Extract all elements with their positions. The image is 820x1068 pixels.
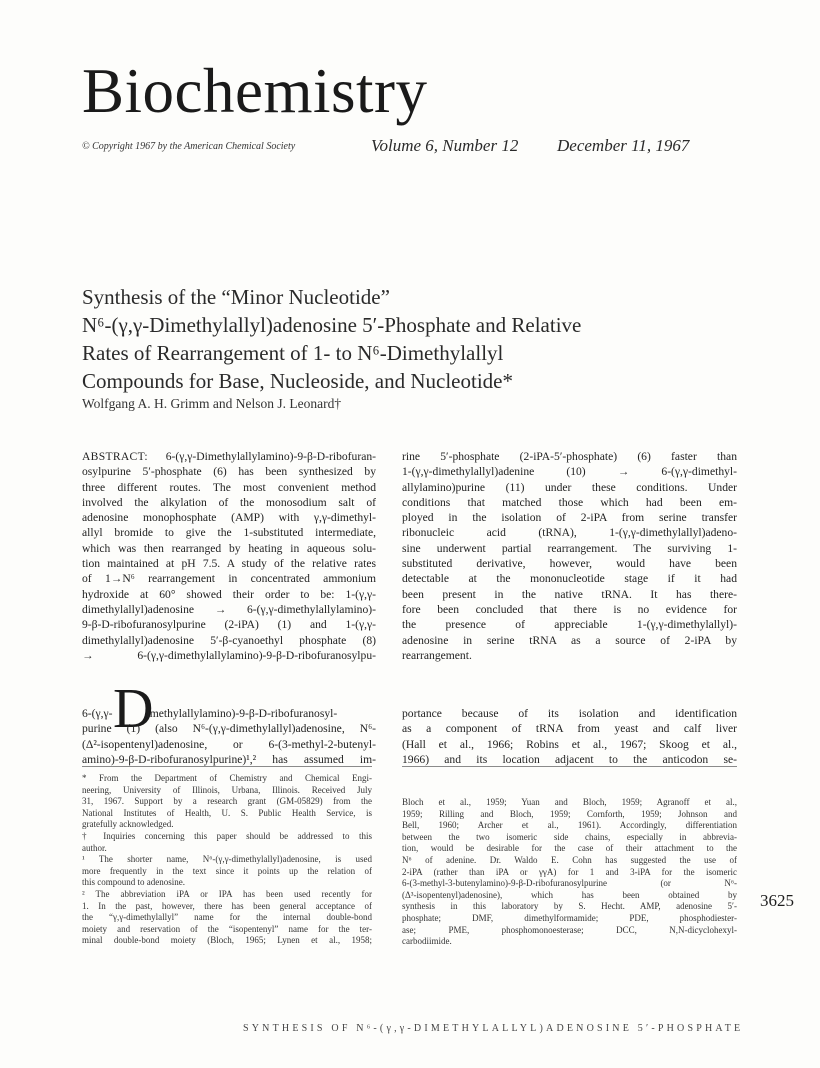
title-line: Rates of Rearrangement of 1- to N⁶-Dimethylallyl (82, 341, 504, 365)
body-line: amino)-9-β-D-ribofuranosylpurine)¹,² has assumed im- (82, 752, 376, 766)
body-left-column (82, 706, 376, 767)
footnote-line: National Institutes of Health, U. S. Public Health Service, is (82, 807, 372, 818)
abstract-line: fore been concluded that there is no evidence for (402, 602, 737, 616)
abstract-line: allylamino)purine (11) under these conditions. Under (402, 480, 737, 494)
issue-date: December 11, 1967 (557, 136, 690, 155)
body-line: portance because of its isolation and identification (402, 707, 737, 720)
footnote-line: the “γ,γ-dimethylallyl” name for the internal double-bond (82, 912, 372, 923)
footnote-line: carbodiimide. (402, 936, 452, 947)
abstract-line: the presence of appreciable 1-(γ,γ-dimethylallyl)- (402, 618, 737, 632)
abstract-line: ployed in the isolation of 2-iPA from serine transfer (402, 511, 737, 525)
footnote-line: moiety and reservation of the “isopentenyl” name for the ter- (82, 923, 372, 934)
volume-number: Volume 6, Number 12 (371, 136, 519, 155)
footnote-line: neering, University of Illinois, Urbana, Illinois. Received July (82, 784, 372, 795)
abstract-line: of 1→N⁶ rearrangement in concentrated ammonium (82, 572, 376, 586)
footnote-line: Bloch et al., 1959; Yuan and Bloch, 1959; Agranoff et al., (402, 797, 737, 807)
body-line: purine (1) (also N⁶-(γ,γ-dimethylallyl)adenosine, N⁶- (82, 722, 376, 736)
footnote-line: this compound to adenosine. (82, 877, 185, 888)
footnotes-right (402, 797, 737, 948)
body-right-column (402, 706, 737, 767)
body-first-prefix: 6-(γ,γ- (82, 707, 113, 720)
body-line: as a component of tRNA from yeast and calf liver (402, 722, 737, 736)
footnote-line: Bell, 1960; Archer et al., 1961). Accordingly, differentiation (402, 820, 737, 831)
abstract-line: rine 5′-phosphate (2-iPA-5′-phosphate) (6) faster than (402, 450, 737, 463)
footnote-line: ² The abbreviation iPA or IPA has been used recently for (82, 888, 372, 899)
abstract-line: conditions that matched those which had been em- (402, 495, 737, 509)
body-line: 1966) and its location adjacent to the anticodon se- (402, 752, 737, 766)
abstract-line: adenosine monophosphate (AMP) with γ,γ-dimethyl- (82, 511, 376, 525)
abstract-line: tion maintained at pH 7.5. A study of the relative rates (82, 557, 376, 571)
abstract-line: rearrangement. (402, 648, 472, 662)
abstract-line: three different routes. The most convenient method (82, 480, 376, 494)
footnote-line: ase; PME, phosphomonoesterase; DCC, N,N-dicyclohexyl- (402, 924, 737, 935)
abstract-line: osylpurine 5′-phosphate (6) has been synthesized by (82, 465, 376, 479)
copyright-notice: © Copyright 1967 by the American Chemical Society (82, 141, 296, 152)
footnote-rule (402, 766, 737, 767)
footnote-line: 1959; Rilling and Bloch, 1959; Cornforth, 1959; Johnson and (402, 808, 737, 819)
footnote-line: synthesis in this laboratory by S. Hecht. AMP, adenosine 5′- (402, 901, 737, 912)
footnote-line: more frequently in the text since it points up the relation of (82, 865, 372, 876)
body-line: (Hall et al., 1966; Robins et al., 1967; Skoog et al., (402, 737, 737, 751)
article-title (82, 283, 742, 395)
footnote-rule (82, 766, 372, 767)
title-line: Synthesis of the “Minor Nucleotide” (82, 285, 390, 309)
abstract-line: ribonucleic acid (tRNA), 1-(γ,γ-dimethylallyl)adeno- (402, 526, 737, 540)
abstract-line: 9-β-D-ribofuranosylpurine (2-iPA) (1) and 1-(γ,γ- (82, 618, 376, 632)
title-line: N⁶-(γ,γ-Dimethylallyl)adenosine 5′-Phosphate and Relative (82, 313, 582, 337)
abstract-line: dimethylallyl)adenosine 5′-β-cyanoethyl phosphate (8) (82, 633, 376, 647)
abstract-right-column (402, 449, 737, 663)
footnote-line: gratefully acknowledged. (82, 819, 174, 830)
abstract-left-column (82, 449, 376, 663)
footnote-line: † Inquiries concerning this paper should be addressed to this (82, 830, 372, 841)
title-line: Compounds for Base, Nucleoside, and Nucleotide* (82, 369, 513, 393)
footnote-line: ¹ The shorter name, N⁶-(γ,γ-dimethylallyl)adenosine, is used (82, 854, 372, 865)
abstract-line (82, 449, 376, 464)
abstract-line: which was then rearranged by heating in aqueous solu- (82, 541, 376, 555)
abstract-line-text: 6-(γ,γ-Dimethylallylamino)-9-β-D-ribofuran- (165, 450, 376, 463)
abstract-line: detectable at the mononucleotide stage if it had (402, 572, 737, 586)
abstract-line: dimethylallyl)adenosine → 6-(γ,γ-dimethylallylamino)- (82, 602, 376, 616)
abstract-line: involved the alkylation of the monosodium salt of (82, 495, 376, 509)
abstract-line: sine underwent partial rearrangement. The surviving 1- (402, 541, 737, 555)
author-list: Wolfgang A. H. Grimm and Nelson J. Leonard† (82, 396, 342, 411)
abstract-line: adenosine in serine tRNA as a source of 2-iPA by (402, 633, 737, 647)
body-first-suffix: imethylallylamino)-9-β-D-ribofuranosyl- (146, 707, 338, 720)
abstract-line: hydroxide at 60° showed their order to be: 1-(γ,γ- (82, 587, 376, 601)
body-line: (Δ²-isopentenyl)adenosine, or 6-(3-methyl-2-butenyl- (82, 737, 376, 751)
abstract-line: substituted derivative, however, would have been (402, 557, 737, 571)
abstract-line: → 6-(γ,γ-dimethylallylamino)-9-β-D-ribofuranosylpu- (82, 648, 376, 662)
footnote-line: 31, 1967. Support by a research grant (GM-05829) from the (82, 796, 372, 807)
footnote-line: tion, would be desirable for the case of their attachment to the (402, 843, 737, 854)
page-number: 3625 (760, 891, 794, 910)
abstract-line: 1-(γ,γ-dimethylallyl)adenine (10) → 6-(γ,γ-dimethyl- (402, 465, 737, 479)
footnote-line: 6-(3-methyl-3-butenylamino)-9-β-D-ribofuranosylpurine (or N⁶- (402, 878, 737, 889)
drop-cap: D (113, 678, 154, 740)
footnotes-left (82, 773, 372, 947)
footnote-line: * From the Department of Chemistry and Chemical Engi- (82, 773, 372, 783)
abstract-label: ABSTRACT: (82, 450, 148, 463)
footnote-line: 2-iPA (rather than iPA or γγA) for 1 and 3-iPA for the isomeric (402, 866, 737, 877)
abstract-line: allyl bromide to give the 1-substituted intermediate, (82, 526, 376, 540)
footnote-line: between the two isomeric side chains, especially in abbrevia- (402, 831, 737, 842)
footnote-line: author. (82, 842, 107, 853)
footnote-line: phosphate; DMF, dimethylformamide; PDE, phosphodiester- (402, 912, 737, 923)
abstract-line: been present in the native tRNA. It has there- (402, 587, 737, 601)
body-line (82, 706, 376, 721)
running-title: SYNTHESIS OF N⁶-(γ,γ-DIMETHYLALLYL)ADENOSINE 5′-PHOSPHATE (243, 1023, 744, 1034)
footnote-line: minal double-bond moiety (Bloch, 1965; Lynen et al., 1958; (82, 935, 372, 946)
journal-title: Biochemistry (82, 56, 428, 126)
footnote-line: N⁶ of adenine. Dr. Waldo E. Cohn has suggested the use of (402, 854, 737, 865)
footnote-line: (Δ³-isopentenyl)adenosine), which has been obtained by (402, 889, 737, 900)
footnote-line: 1. In the past, however, there has been general acceptance of (82, 900, 372, 911)
